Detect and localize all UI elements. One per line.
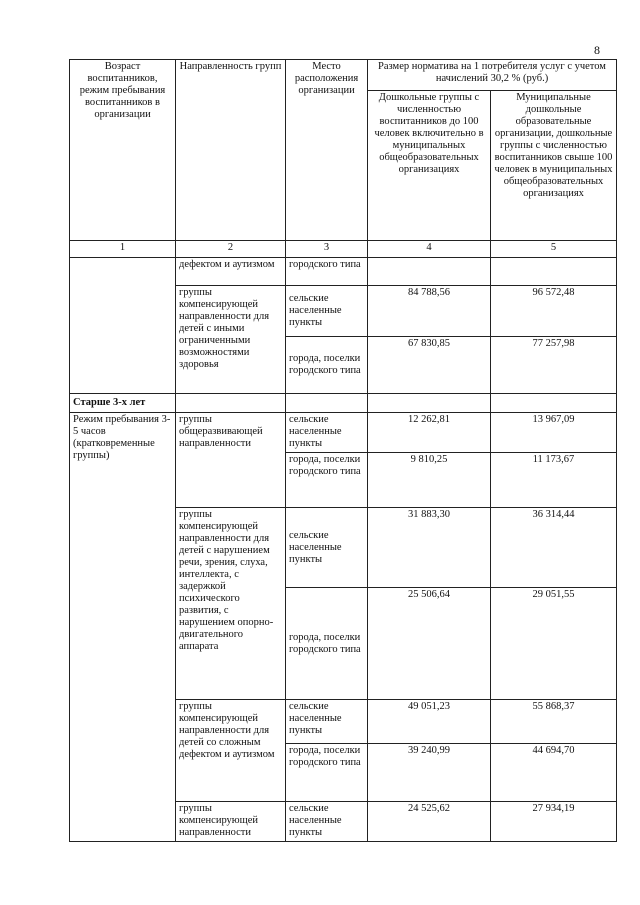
value-col5: 29 051,55 <box>491 588 617 700</box>
column-index-3: 3 <box>286 241 368 258</box>
value-col5: 27 934,19 <box>491 802 617 842</box>
column-index-1: 1 <box>70 241 176 258</box>
location-cell: сельские населенные пункты <box>286 413 368 453</box>
column-index-2: 2 <box>176 241 286 258</box>
value-col5: 55 868,37 <box>491 700 617 744</box>
section-heading: Старше 3-х лет <box>70 394 176 413</box>
empty-cell <box>368 394 491 413</box>
empty-cell <box>176 394 286 413</box>
column-index-5: 5 <box>491 241 617 258</box>
value-col4: 67 830,85 <box>368 337 491 394</box>
direction-cell: группы компенсирующей направленности для детей с нарушением речи, зрения, слуха, интеллекта, с задержкой психического развития, с нарушением опорно-двигательного аппарата <box>176 508 286 700</box>
value-col5: 44 694,70 <box>491 744 617 802</box>
column-index-4: 4 <box>368 241 491 258</box>
value-col4: 39 240,99 <box>368 744 491 802</box>
location-cell: сельские населенные пункты <box>286 802 368 842</box>
direction-cell: группы компенсирующей направленности для детей со сложным дефектом и аутизмом <box>176 700 286 802</box>
value-col4 <box>368 258 491 286</box>
location-cell: города, поселки городского типа <box>286 744 368 802</box>
value-col4: 31 883,30 <box>368 508 491 588</box>
location-cell: города, поселки городского типа <box>286 337 368 394</box>
location-cell: сельские населенные пункты <box>286 700 368 744</box>
header-normative: Размер норматива на 1 потребителя услуг с учетом начислений 30,2 % (руб.) <box>368 60 617 91</box>
value-col4: 84 788,56 <box>368 286 491 337</box>
header-direction: Направленность групп <box>176 60 286 241</box>
value-col4: 24 525,62 <box>368 802 491 842</box>
value-col4: 25 506,64 <box>368 588 491 700</box>
value-col4: 12 262,81 <box>368 413 491 453</box>
location-cell: города, поселки городского типа <box>286 588 368 700</box>
normative-table <box>69 59 617 842</box>
direction-cell: группы компенсирующей направленности <box>176 802 286 842</box>
location-cell: сельские населенные пункты <box>286 508 368 588</box>
header-large-organizations: Муниципальные дошкольные образовательные организации, дошкольные группы с численностью воспитанников свыше 100 человек в муниципальных общеобразовательных организациях <box>491 91 617 241</box>
header-age-mode: Возраст воспитанников, режим пребывания воспитанников в организации <box>70 60 176 241</box>
value-col5 <box>491 258 617 286</box>
location-cell: города, поселки городского типа <box>286 453 368 508</box>
value-col5: 77 257,98 <box>491 337 617 394</box>
direction-cell: группы компенсирующей направленности для детей с иными ограниченными возможностями здоровья <box>176 286 286 394</box>
header-location: Место расположения организации <box>286 60 368 241</box>
value-col5: 13 967,09 <box>491 413 617 453</box>
value-col5: 36 314,44 <box>491 508 617 588</box>
header-small-groups: Дошкольные группы с численностью воспитанников до 100 человек включительно в муниципальных общеобразовательных организациях <box>368 91 491 241</box>
page-number: 8 <box>594 43 600 57</box>
empty-cell <box>491 394 617 413</box>
value-col5: 96 572,48 <box>491 286 617 337</box>
location-cell: городского типа <box>286 258 368 286</box>
value-col4: 9 810,25 <box>368 453 491 508</box>
mode-cell: Режим пребывания 3-5 часов (кратковременные группы) <box>70 413 176 842</box>
location-cell: сельские населенные пункты <box>286 286 368 337</box>
empty-cell <box>286 394 368 413</box>
direction-cell: дефектом и аутизмом <box>176 258 286 286</box>
value-col5: 11 173,67 <box>491 453 617 508</box>
direction-cell: группы общеразвивающей направленности <box>176 413 286 508</box>
age-cell-continued <box>70 258 176 394</box>
value-col4: 49 051,23 <box>368 700 491 744</box>
